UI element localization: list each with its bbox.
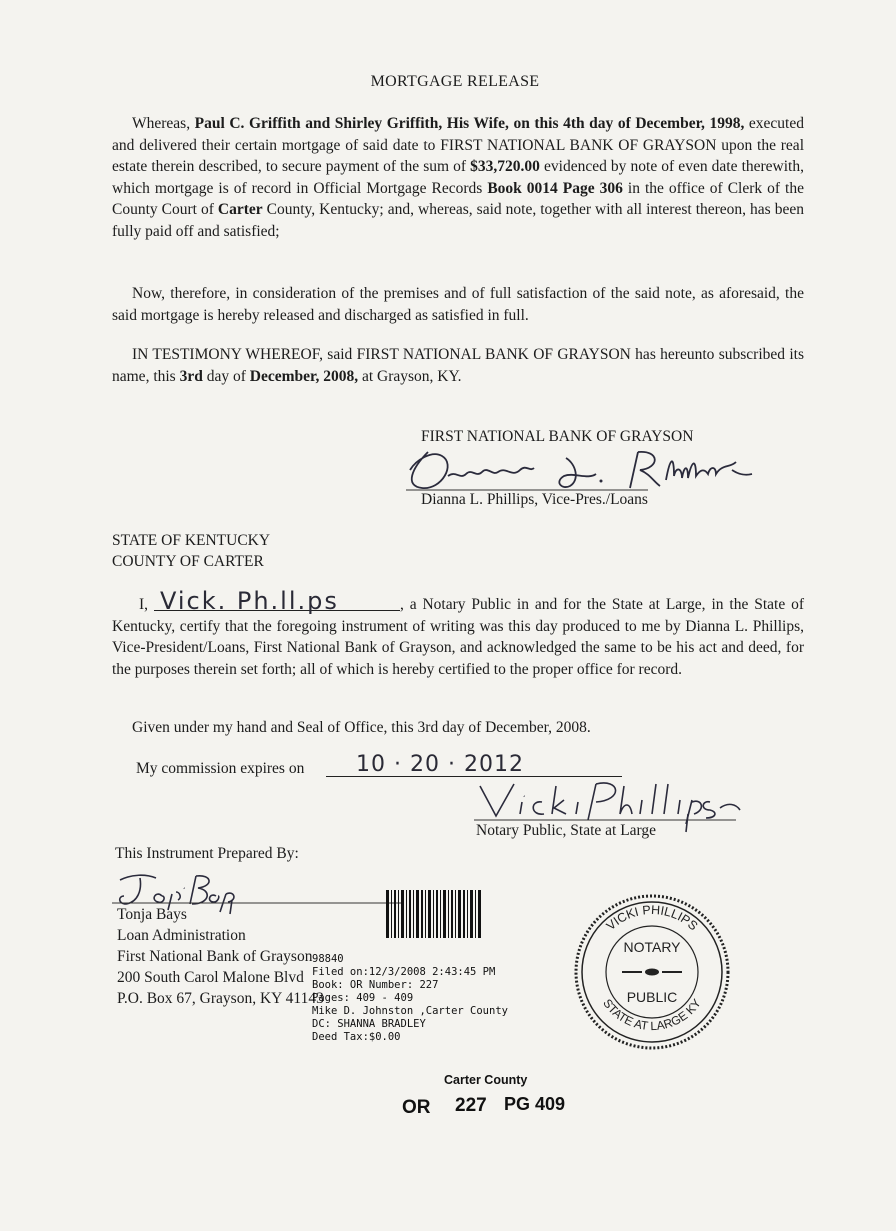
commission-date-handwritten: 10 · 20 · 2012 bbox=[326, 754, 622, 777]
filing-stamp-deputy: DC: SHANNA BRADLEY bbox=[312, 1018, 426, 1030]
barcode bbox=[386, 890, 482, 938]
testimony-text-3: at Grayson, KY. bbox=[358, 367, 462, 385]
notary-public-label: Notary Public, State at Large bbox=[476, 822, 657, 839]
bank-name-signature: FIRST NATIONAL BANK OF GRAYSON bbox=[421, 428, 694, 445]
county-name: Carter bbox=[217, 201, 263, 218]
venue-county: COUNTY OF CARTER bbox=[112, 553, 264, 570]
whereas-text-3: in the office of Clerk of the County Court of bbox=[112, 179, 804, 218]
whereas-intro: Whereas, bbox=[132, 115, 195, 132]
now-therefore-paragraph: Now, therefore, in consideration of the premises and of full satisfaction of the said note, as aforesaid, the said mortgage is hereby released and discharged as satisfied in full. bbox=[112, 285, 804, 324]
filing-stamp-filed: Filed on:12/3/2008 2:43:45 PM bbox=[312, 966, 496, 978]
whereas-text-2: evidenced by note of even date therewith, which mortgage is of record in Official Mortgage Records bbox=[112, 158, 804, 197]
notary-name-handwritten: Vick. Ph.ll.ps bbox=[154, 592, 400, 611]
testimony-text-1: IN TESTIMONY WHEREOF, said FIRST NATIONAL BANK OF GRAYSON has hereunto subscribed its name, this bbox=[112, 346, 804, 385]
notary-prefix: I, bbox=[139, 596, 154, 613]
whereas-parties: Paul C. Griffith and Shirley Griffith, His Wife, on this 4th day of December, 1998, bbox=[194, 115, 745, 132]
notary-paragraph bbox=[112, 587, 804, 680]
seal-public-text: PUBLIC bbox=[626, 989, 678, 1005]
filing-stamp-id: 98840 bbox=[312, 953, 344, 965]
given-under-hand: Given under my hand and Seal of Office, this 3rd day of December, 2008. bbox=[132, 719, 591, 736]
testimony-paragraph bbox=[112, 344, 804, 387]
record-book: OR bbox=[402, 1097, 431, 1118]
book-page-reference: Book 0014 Page 306 bbox=[487, 179, 623, 197]
notary-text: , a Notary Public in and for the State at Large, in the State of Kentucky, certify that the foregoing instrument of writing was this day produced to me by Dianna L. Phillips, Vice-President/Loans, First National Bank of Grayson, and acknowledged the same to be his act and deed, for the purposes therein set forth; all of which is hereby certified to the proper office for record. bbox=[112, 596, 804, 678]
commission-label: My commission expires on bbox=[136, 760, 305, 777]
testimony-text-2: day of bbox=[202, 367, 250, 385]
preparer-department: Loan Administration bbox=[117, 927, 246, 944]
record-number: 227 bbox=[455, 1095, 487, 1116]
filing-stamp-deed-tax: Deed Tax:$0.00 bbox=[312, 1031, 401, 1043]
bank-signer-name: Dianna L. Phillips, Vice-Pres./Loans bbox=[421, 491, 648, 508]
seal-notary-text: NOTARY bbox=[623, 939, 681, 955]
testimony-day: 3rd bbox=[179, 367, 203, 385]
filing-stamp-book: Book: OR Number: 227 bbox=[312, 979, 439, 991]
preparer-name: Tonja Bays bbox=[117, 906, 187, 923]
whereas-text-4: County, Kentucky; and, whereas, said note, together with all interest thereon, has been fully paid off and satisfied; bbox=[112, 201, 804, 240]
notary-signature-image bbox=[474, 778, 744, 824]
document-title: MORTGAGE RELEASE bbox=[370, 73, 540, 90]
record-county: Carter County bbox=[444, 1073, 528, 1087]
seal-top-text: VICKI PHILLIPS bbox=[603, 902, 701, 934]
preparer-po-box: P.O. Box 67, Grayson, KY 41143 bbox=[117, 990, 324, 1007]
testimony-date: December, 2008, bbox=[249, 367, 359, 385]
filing-stamp-clerk: Mike D. Johnston ,Carter County bbox=[312, 1005, 508, 1017]
venue-state: STATE OF KENTUCKY bbox=[112, 532, 271, 549]
preparer-address: 200 South Carol Malone Blvd bbox=[117, 969, 304, 986]
prepared-by-label: This Instrument Prepared By: bbox=[115, 845, 299, 862]
preparer-bank: First National Bank of Grayson bbox=[117, 948, 313, 965]
whereas-text-1: executed and delivered their certain mortgage of said date to FIRST NATIONAL BANK OF GRAYSON upon the real estate therein described, to secure payment of the sum of bbox=[112, 115, 804, 175]
record-page: PG 409 bbox=[504, 1094, 566, 1114]
whereas-paragraph bbox=[112, 113, 804, 242]
mortgage-amount: $33,720.00 bbox=[470, 158, 540, 175]
seal-bottom-text: STATE AT LARGE KY bbox=[600, 996, 704, 1034]
notary-seal bbox=[572, 892, 732, 1052]
filing-stamp-pages: Pages: 409 - 409 bbox=[312, 992, 414, 1004]
